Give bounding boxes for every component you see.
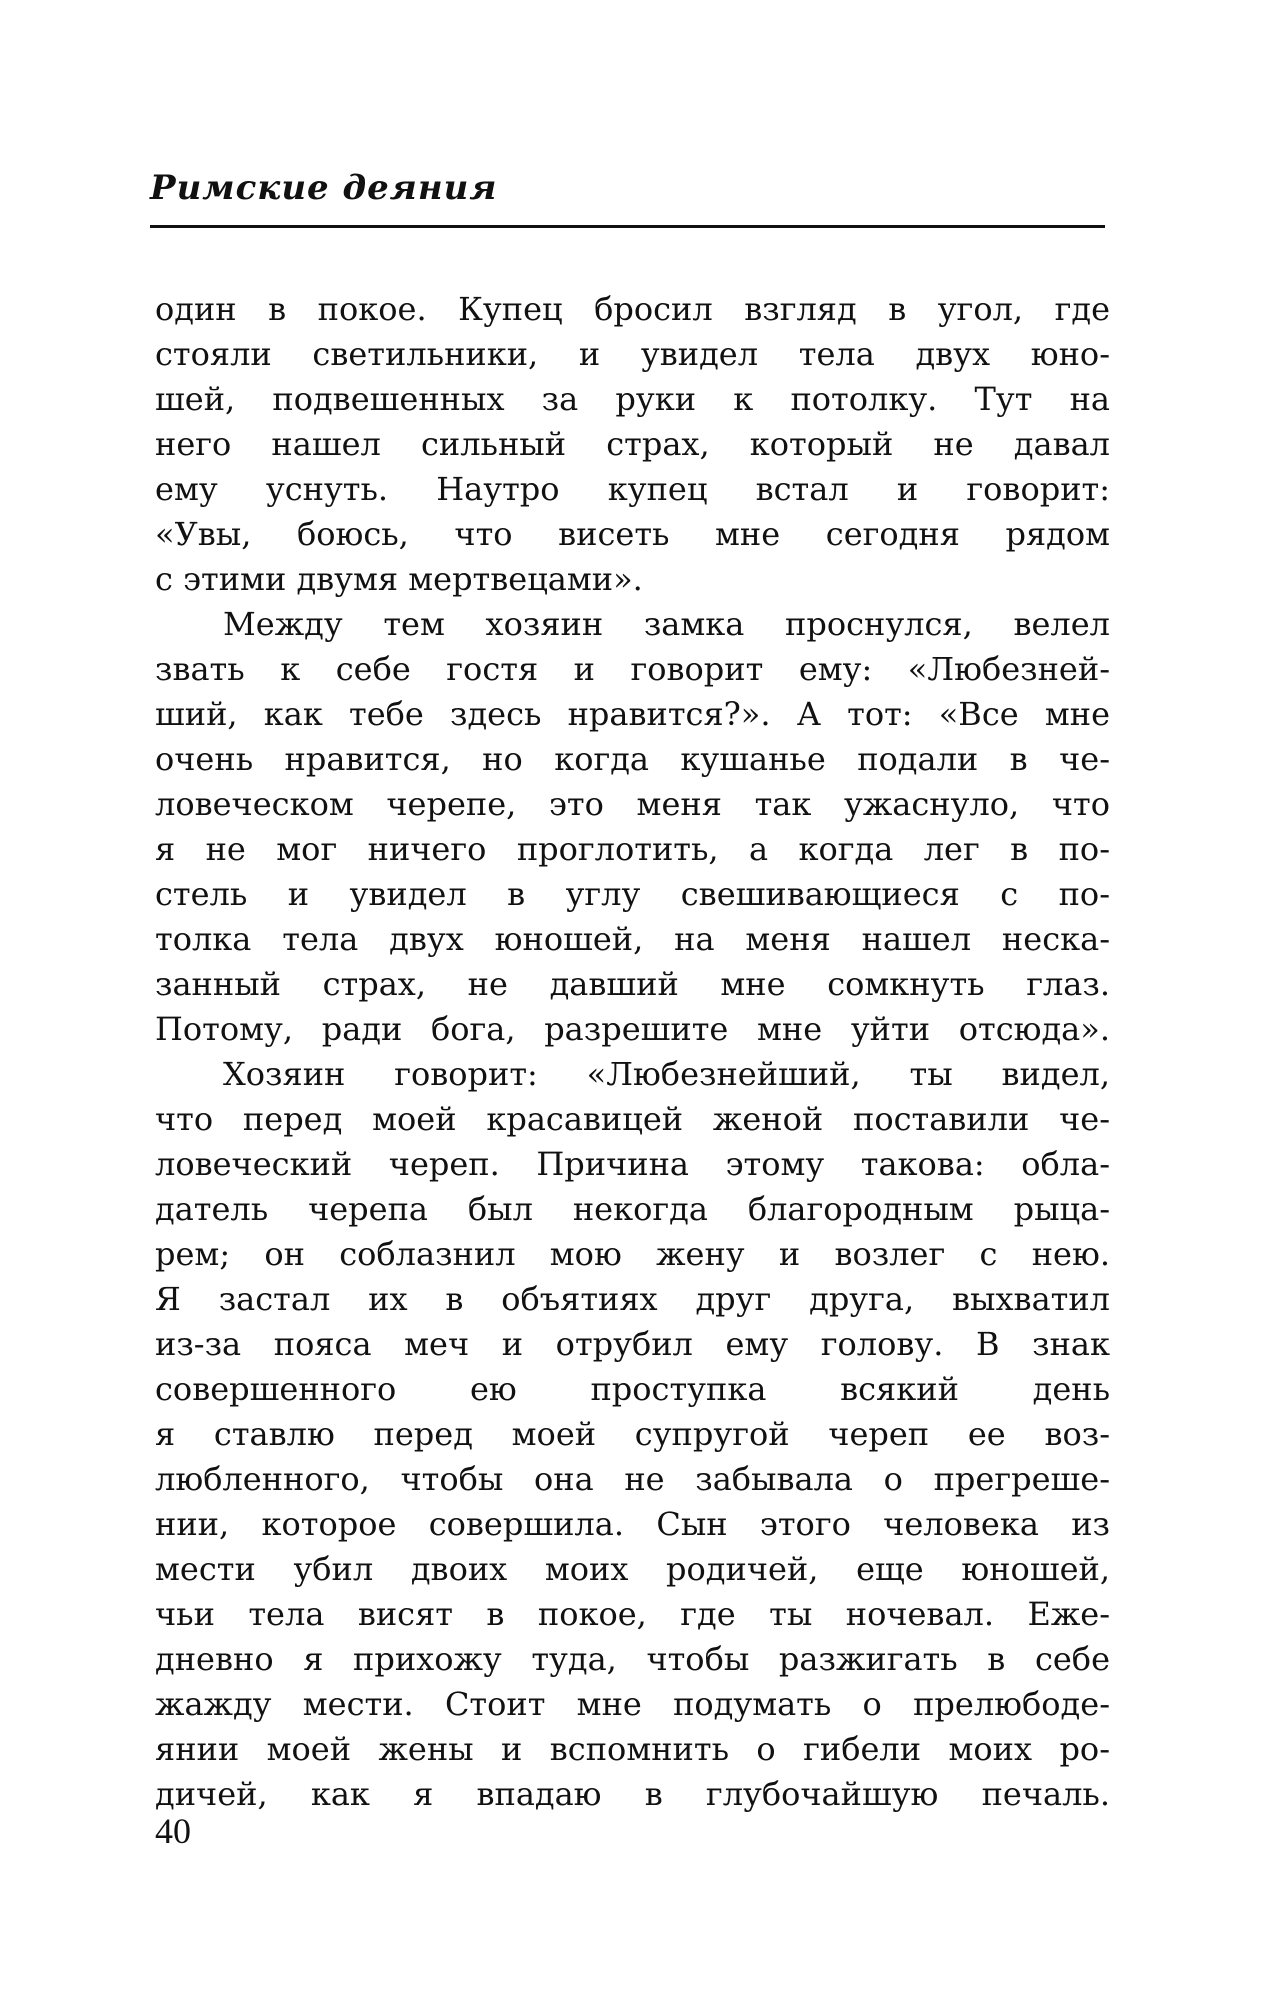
text-line: дичей, как я впадаю в глубочайшую печаль. (155, 1775, 1110, 1813)
text-line: стель и увидел в углу свешивающиеся с по- (155, 875, 1110, 913)
text-line: янии моей жены и вспомнить о гибели моих ро- (155, 1730, 1110, 1768)
header-rule (150, 225, 1105, 228)
text-line: звать к себе гостя и говорит ему: «Любезней- (155, 650, 1110, 688)
text-line: ему уснуть. Наутро купец встал и говорит: (155, 470, 1110, 508)
text-line: датель черепа был некогда благородным рыца- (155, 1190, 1110, 1228)
text-line: Я застал их в объятиях друг друга, выхватил (155, 1280, 1110, 1318)
text-line: совершенного ею проступка всякий день (155, 1370, 1110, 1408)
text-line: любленного, чтобы она не забывала о прегреше- (155, 1460, 1110, 1498)
text-line: я не мог ничего проглотить, а когда лег в по- (155, 830, 1110, 868)
text-line: толка тела двух юношей, на меня нашел неска- (155, 920, 1110, 958)
text-line: занный страх, не давший мне сомкнуть глаз. (155, 965, 1110, 1003)
text-line: рем; он соблазнил мою жену и возлег с нею. (155, 1235, 1110, 1273)
text-line: я ставлю перед моей супругой череп ее воз- (155, 1415, 1110, 1453)
text-line: ший, как тебе здесь нравится?». А тот: «Все мне (155, 695, 1110, 733)
text-line: с этими двумя мертвецами». (155, 560, 643, 598)
text-line: один в покое. Купец бросил взгляд в угол, где (155, 290, 1110, 328)
text-line: чьи тела висят в покое, где ты ночевал. Еже- (155, 1595, 1110, 1633)
running-head: Римские деяния (150, 168, 498, 208)
paragraph-2 (155, 602, 1110, 1052)
paragraph-3 (155, 1052, 1110, 1817)
text-line: ловеческом черепе, это меня так ужаснуло, что (155, 785, 1110, 823)
paragraph-1 (155, 287, 1110, 602)
text-line: Между тем хозяин замка проснулся, велел (223, 605, 1110, 643)
text-line: «Увы, боюсь, что висеть мне сегодня рядом (155, 515, 1110, 553)
text-line: нии, которое совершила. Сын этого человека из (155, 1505, 1110, 1543)
body-text (155, 287, 1110, 1817)
text-line: из-за пояса меч и отрубил ему голову. В знак (155, 1325, 1110, 1363)
text-line: что перед моей красавицей женой поставили че- (155, 1100, 1110, 1138)
text-line: ловеческий череп. Причина этому такова: обла- (155, 1145, 1110, 1183)
text-line: дневно я прихожу туда, чтобы разжигать в себе (155, 1640, 1110, 1678)
page-number: 40 (155, 1811, 191, 1851)
text-line: жажду мести. Стоит мне подумать о прелюбоде- (155, 1685, 1110, 1723)
text-line: Потому, ради бога, разрешите мне уйти отсюда». (155, 1010, 1110, 1048)
text-line: стояли светильники, и увидел тела двух юно- (155, 335, 1110, 373)
text-line: него нашел сильный страх, который не давал (155, 425, 1110, 463)
text-line: шей, подвешенных за руки к потолку. Тут на (155, 380, 1110, 418)
text-line: Хозяин говорит: «Любезнейший, ты видел, (223, 1055, 1110, 1093)
text-line: очень нравится, но когда кушанье подали в че- (155, 740, 1110, 778)
text-line: мести убил двоих моих родичей, еще юношей, (155, 1550, 1110, 1588)
